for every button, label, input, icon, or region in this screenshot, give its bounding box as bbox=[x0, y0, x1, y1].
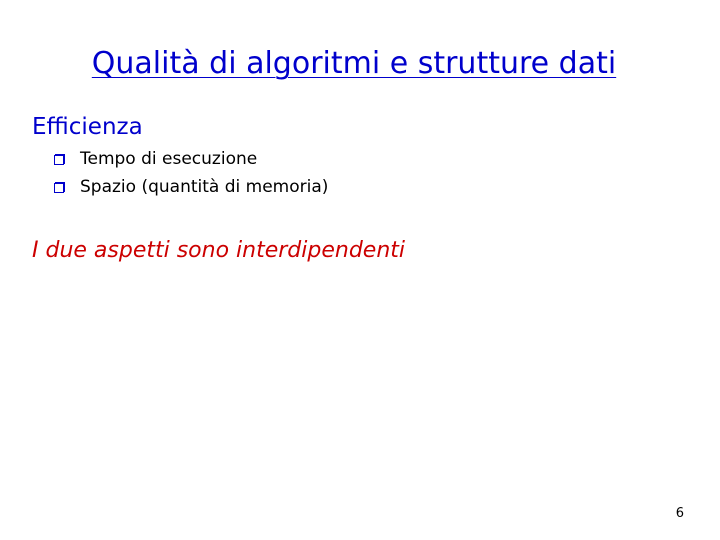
bullet-list bbox=[54, 145, 328, 201]
bullet-text: Spazio (quantità di memoria) bbox=[80, 177, 329, 197]
emphasis-statement: I due aspetti sono interdipendenti bbox=[32, 238, 406, 263]
hollow-square-bullet-icon bbox=[54, 182, 65, 193]
hollow-square-bullet-icon bbox=[54, 154, 65, 165]
page-number: 6 bbox=[675, 506, 684, 521]
section-heading: Efficienza bbox=[32, 114, 143, 140]
list-item bbox=[54, 145, 328, 173]
slide-title: Qualità di algoritmi e strutture dati bbox=[91, 46, 617, 81]
list-item bbox=[54, 173, 328, 201]
bullet-text: Tempo di esecuzione bbox=[80, 149, 258, 169]
